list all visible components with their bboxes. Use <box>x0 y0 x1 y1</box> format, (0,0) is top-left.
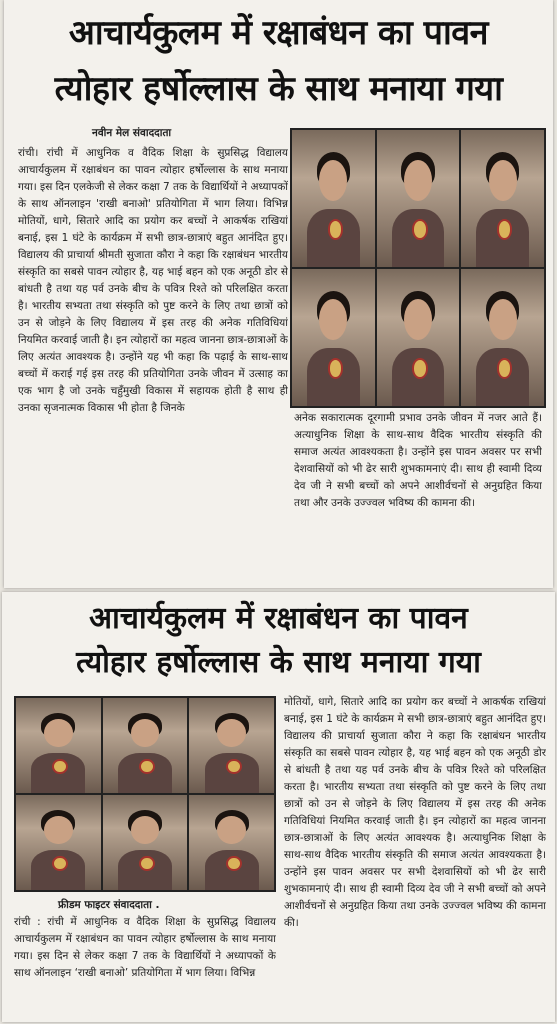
article-text: अनेक सकारात्मक दूरगामी प्रभाव उनके जीवन में नजर आते हैं। अत्याधुनिक शिक्षा के साथ-साथ वैदिक भारतीय संस्कृति की समाज अत्यंत आवश्यकता है। उन्होंने इस पावन अवसर पर सभी देशवासियों को भी ढेर सारी शुभकामनाएं दी। साथ ही स्वामी दिव्य देव जी ने सभी बच्चों को अपने आशीर्वचनों से अनुग्रहित किया तथा और उनके उज्ज्वल भविष्य की कामना की। <box>294 412 542 509</box>
headline-line-1: आचार्यकुलम में रक्षाबंधन का पावन <box>89 601 468 636</box>
student-photo <box>189 795 274 890</box>
byline: फ्रीडम फाइटर संवाददाता . <box>58 899 160 911</box>
article-right-column <box>284 694 546 1018</box>
byline: नवीन मेल संवाददाता <box>92 127 172 139</box>
student-photo <box>377 130 460 267</box>
article-left-column <box>18 145 288 580</box>
headline-line-2: त्योहार हर्षोल्लास के साथ मनाया गया <box>54 69 503 109</box>
student-photo <box>292 130 375 267</box>
article-text: रांची। रांची में आधुनिक व वैदिक शिक्षा के सुप्रसिद्ध विद्यालय आचार्यकुलम में रक्षाबंधन का पावन त्योहार हर्षोल्लास के साथ मनाया गया। इस दिन एलकेजी से लेकर कक्षा 7 तक के विद्यार्थियों ने अध्यापकों के साथ ऑनलाइन 'राखी बनाओ' प्रतियोगिता में भाग लिया। विभिन्न मोतियों, धागे, सितारे आदि का प्रयोग कर बच्चों ने आकर्षक राखियां बनाई, इस 1 घंटे के कार्यक्रम में सभी छात्र-छात्राएं बहुत आनंदित हुए। विद्यालय की प्राचार्या श्रीमती सुजाता कौरा ने कहा कि रक्षाबंधन भारतीय संस्कृति का सबसे पावन त्योहार है, यह भाई बहन को एक अनूठी डोर से बांधती है तथा यह पर्व उनके बीच के पवित्र रिश्ते को परिलक्षित करता है। भारतीय सभ्यता तथा संस्कृति को पुष्ट करने के लिए तथा छात्रों को उन से जोड़ने के लिए विद्यालय में इस तरह की अनेक गतिविधियां नियमित करवाई जाती है। इन त्योहारों का महत्व जानना छात्र-छात्राओं के लिए अत्यंत आवश्यक है। उन्होंने यह भी कहा कि पढ़ाई के साथ-साथ बच्चों में कराई गई इस तरह की प्रतियोगिता उनके जीवन में उत्साह का एक भाग है जो उनके चहुँमुखी विकास में सहायक होती है साथ ही उनका सृजनात्मक विकास भी होता है जिनके <box>18 147 288 414</box>
headline-line-2: त्योहार हर्षोल्लास के साथ मनाया गया <box>76 645 481 680</box>
article-right-column <box>294 410 542 580</box>
photo-collage <box>14 696 276 892</box>
student-photo <box>461 269 544 406</box>
student-photo <box>189 698 274 793</box>
student-photo <box>16 698 101 793</box>
article-text: मोतियों, धागे, सितारे आदि का प्रयोग कर बच्चों ने आकर्षक राखियां बनाई, इस 1 घंटे के कार्यक्रम मे सभी छात्र-छात्राएं बहुत आनंदित हुए। विद्यालय की प्राचार्या सुजाता कौरा ने कहा कि रक्षाबंधन भारतीय संस्कृति का सबसे पावन त्योहार है, यह भाई बहन को एक अनूठी डोर से बांधती है तथा यह पर्व उनके बीच के पवित्र रिश्ते को परिलक्षित करता है। भारतीय सभ्यता तथा संस्कृति को पुष्ट करने के लिए तथा छात्रों को उन से जोड़ने के लिए विद्यालय में इस तरह की अनेक गतिविधियां नियमित करवाई जाती है। इन त्योहारों का महत्व जानना छात्र-छात्राओं के लिए अत्यंत आवश्यक है। अत्याधुनिक शिक्षा के साथ-साथ वैदिक भारतीय संस्कृति की समाज अत्यंत आवश्यकता है। उन्होंने इस पावन अवसर पर सभी देशवासियों को भी ढेर सारी शुभकामनाएं दी। साथ ही स्वामी दिव्य देव जी ने सभी बच्चों को अपने आशीर्वचनों से अनुग्रहित किया तथा उनके उज्ज्वल भविष्य की कामना की। <box>284 696 546 929</box>
student-photo <box>103 698 188 793</box>
newspaper-clipping-bottom <box>2 592 555 1022</box>
student-photo <box>16 795 101 890</box>
newspaper-clipping-top <box>4 0 553 588</box>
student-photo <box>461 130 544 267</box>
article-text: रांची : रांची में आधुनिक व वैदिक शिक्षा के सुप्रसिद्ध विद्यालय आचार्यकुलम में रक्षाबंधन का पावन त्योहार हर्षोल्लास के साथ मनाया गया। इस दिन से लेकर कक्षा 7 तक के विद्यार्थियों ने अध्यापकों के साथ ऑनलाइन ‘राखी बनाओ’ प्रतियोगिता में भाग लिया। विभिन्न <box>14 916 276 979</box>
headline-line-1: आचार्यकुलम में रक्षाबंधन का पावन <box>68 13 489 53</box>
article-left-column <box>14 914 276 1018</box>
photo-collage <box>290 128 546 408</box>
student-photo <box>377 269 460 406</box>
student-photo <box>292 269 375 406</box>
student-photo <box>103 795 188 890</box>
